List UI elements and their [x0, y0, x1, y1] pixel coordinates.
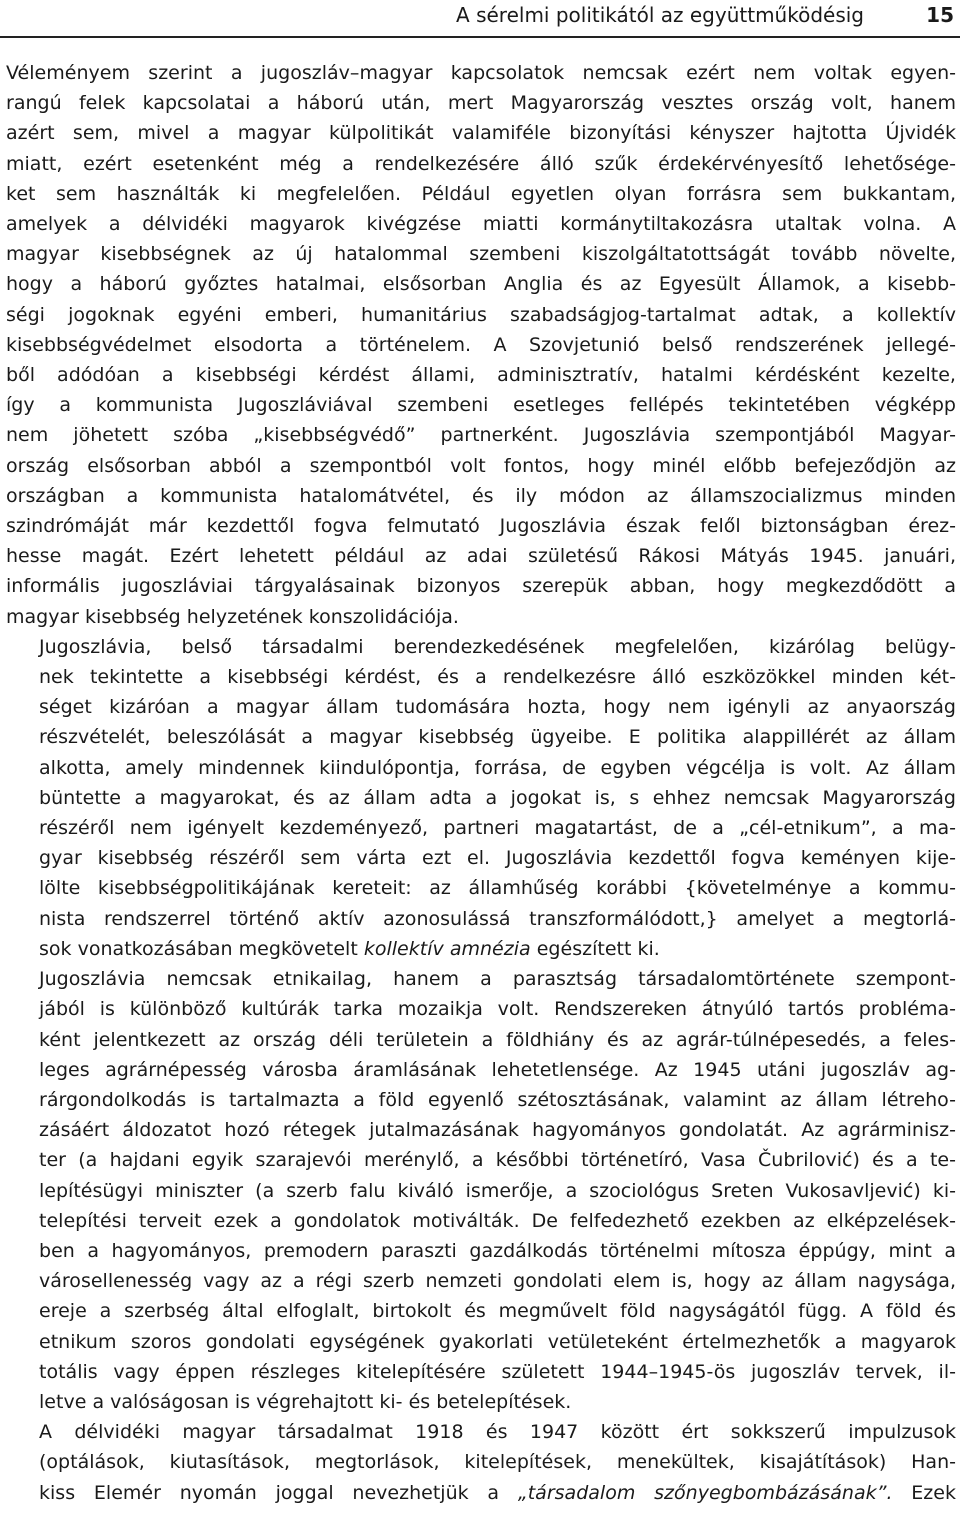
text-line: így a kommunista Jugoszláviával szembeni esetleges fellépés tekintetében végképp — [6, 394, 956, 417]
text-line: szindrómáját már kezdettől fogva felmutató Jugoszlávia észak felől biztonságban érez- — [6, 515, 956, 538]
text-line: Jugoszlávia nemcsak etnikailag, hanem a parasztság társadalomtörténete szempont- — [39, 968, 956, 991]
text-line: ségi jogoknak egyéni emberi, humanitárius szabadságjog-tartalmat adtak, a kollektív — [6, 303, 956, 326]
text-line: alkotta, amely mindennek kiindulópontja, forrása, de egyben végcélja is volt. Az állam — [39, 756, 956, 779]
text-line: ország elsősorban abból a szempontból volt fontos, hogy minél előbb befejeződjön az — [6, 454, 956, 477]
text-line: hesse magát. Ezért lehetett például az adai születésű Rákosi Mátyás 1945. januári, — [6, 545, 956, 568]
paragraph — [6, 964, 956, 1417]
text-line: gyar kisebbség részéről sem várta ezt el. Jugoszlávia kezdettől fogva keményen kije- — [39, 847, 956, 870]
text-line: ereje a szerbség által elfoglalt, birtokolt és megművelt föld nagyságától függ. A föld és — [39, 1300, 956, 1323]
text-line: országban a kommunista hatalomátvétel, és ily módon az államszocializmus minden — [6, 484, 956, 507]
text-line: sok vonatkozásában megkövetelt kollektív amnézia egészített ki. — [39, 937, 660, 960]
text-line: ből adódóan a kisebbségi kérdést állami, adminisztratív, hatalmi kérdésként kezelte, — [6, 364, 956, 387]
text-line: leges agrárnépesség városba áramlásának lehetetlensége. Az 1945 utáni jugoszláv ag- — [39, 1058, 956, 1081]
text-line: lepítésügyi miniszter (a szerb falu kiváló ismerője, a szociológus Sreten Vukosavljević) ki- — [39, 1179, 956, 1202]
text-line: ben a hagyományos, premodern paraszti gazdálkodás történelmi mítosza éppúgy, mint a — [39, 1239, 956, 1262]
emphasis: „társadalom szőnyegbombázásának”. — [517, 1481, 893, 1504]
emphasis: kollektív amnézia — [363, 937, 531, 960]
text-line: totális vagy éppen részleges kitelepítésére született 1944–1945-ös jugoszláv tervek, il- — [39, 1360, 956, 1383]
text-line: (optálások, kiutasítások, megtorlások, kitelepítések, menekültek, kisajátítások) Han- — [39, 1451, 956, 1474]
text-line: nista rendszerrel történő aktív azonosulássá transzformálódott,} amelyet a megtorlá- — [39, 907, 956, 930]
text-line: jából is különböző kultúrák tarka mozaikja volt. Rendszereken átnyúló tartós probléma- — [39, 998, 956, 1021]
text-line: magyar kisebbségnek az új hatalommal szembeni kiszolgáltatottságát tovább növelte, — [6, 243, 956, 266]
text-line: Véleményem szerint a jugoszláv–magyar kapcsolatok nemcsak ezért nem voltak egyen- — [6, 62, 956, 84]
text-line: részvételét, beleszólását a magyar kisebbség ügyeibe. E politika alappillérét az állam — [39, 726, 956, 749]
text-line: telepítési terveit ezek a gondolatok motiválták. De felfedezhető ezekben az elképzelések- — [39, 1209, 956, 1232]
text-line: séget kizáróan a magyar állam tudomására hozta, hogy nem igényli az anyaország — [39, 696, 956, 719]
text-line: letve a valóságosan is végrehajtott ki- és betelepítések. — [39, 1390, 572, 1413]
text-line: hogy a háború győztes hatalmai, elsősorban Anglia és az Egyesült Államok, a kisebb- — [6, 273, 956, 296]
body-text — [6, 58, 956, 1508]
text-line: városellenesség vagy az a régi szerb nemzeti gondolati elem is, hogy az állam nagysága, — [39, 1270, 956, 1293]
text-line: miatt, ezért esetenként még a rendelkezésére álló szűk érdekérvényesítő lehetősége- — [6, 152, 956, 175]
text-line: kisebbségvédelmet elsodorta a történelem. A Szovjetunió belső rendszerének jellegé- — [6, 333, 956, 356]
text-line: büntette a magyarokat, és az állam adta a jogokat is, s ehhez nemcsak Magyarország — [39, 786, 956, 809]
text-line: magyar kisebbség helyzetének konszolidációja. — [6, 605, 459, 628]
text-line: amelyek a délvidéki magyarok kivégzése miatti kormánytiltakozásra utaltak volna. A — [6, 213, 956, 236]
text-line: nem jöhetett szóba „kisebbségvédő” partnerként. Jugoszlávia szempontjából Magyar- — [6, 424, 956, 447]
text-line: részéről nem igényelt kezdeményező, partneri magatartást, de a „cél-etnikum”, a ma- — [39, 817, 956, 840]
text-line: Jugoszlávia, belső társadalmi berendezkedésének megfelelően, kizárólag belügy- — [39, 635, 956, 658]
text-line: A délvidéki magyar társadalmat 1918 és 1947 között ért sokkszerű impulzusok — [39, 1421, 956, 1444]
text-line: ként jelentkezett az ország déli területein a földhiány és az agrár-túlnépesedés, a feles- — [39, 1028, 956, 1051]
page-number: 15 — [926, 3, 954, 27]
text-line: informális jugoszláviai tárgyalásainak bizonyos szerepük abban, hogy megkezdődött a — [6, 575, 956, 598]
text-line: lölte kisebbségpolitikájának kereteit: az államhűség korábbi {követelménye a kommu- — [39, 877, 956, 900]
text-line: ket sem használták ki megfelelően. Például egyetlen olyan forrásra sem bukkantam, — [6, 182, 956, 205]
paragraph — [6, 1417, 956, 1508]
text-line: etnikum szoros gondolati egységének gyakorlati vetületeként értelmezhetők a magyarok — [39, 1330, 956, 1353]
running-title: A sérelmi politikától az együttműködésig — [456, 3, 864, 27]
text-line: rangú felek kapcsolatai a háború után, mert Magyarország vesztes ország volt, hanem — [6, 92, 956, 115]
text-line: ter (a hajdani egyik szarajevói merénylő, a későbbi történetíró, Vasa Čubrilović) és a te- — [39, 1149, 956, 1172]
text-line: zásáért áldozatot hozó rétegek jutalmazásának hagyományos gondolatát. Az agrárminisz- — [39, 1119, 956, 1142]
paragraph — [6, 632, 956, 964]
text-line: kiss Elemér nyomán joggal nevezhetjük a „társadalom szőnyegbombázásának”. Ezek — [39, 1481, 956, 1504]
text-line: rárgondolkodás is tartalmazta a föld egyenlő szétosztásának, valamint az állam létreho- — [39, 1088, 956, 1111]
page-header — [0, 0, 960, 38]
paragraph — [6, 58, 956, 632]
text-line: nek tekintette a kisebbségi kérdést, és a rendelkezésre álló eszközökkel minden két- — [39, 666, 956, 689]
text-line: azért sem, mivel a magyar külpolitikát valamiféle bizonyítási kényszer hajtotta Újvidék — [6, 122, 956, 145]
